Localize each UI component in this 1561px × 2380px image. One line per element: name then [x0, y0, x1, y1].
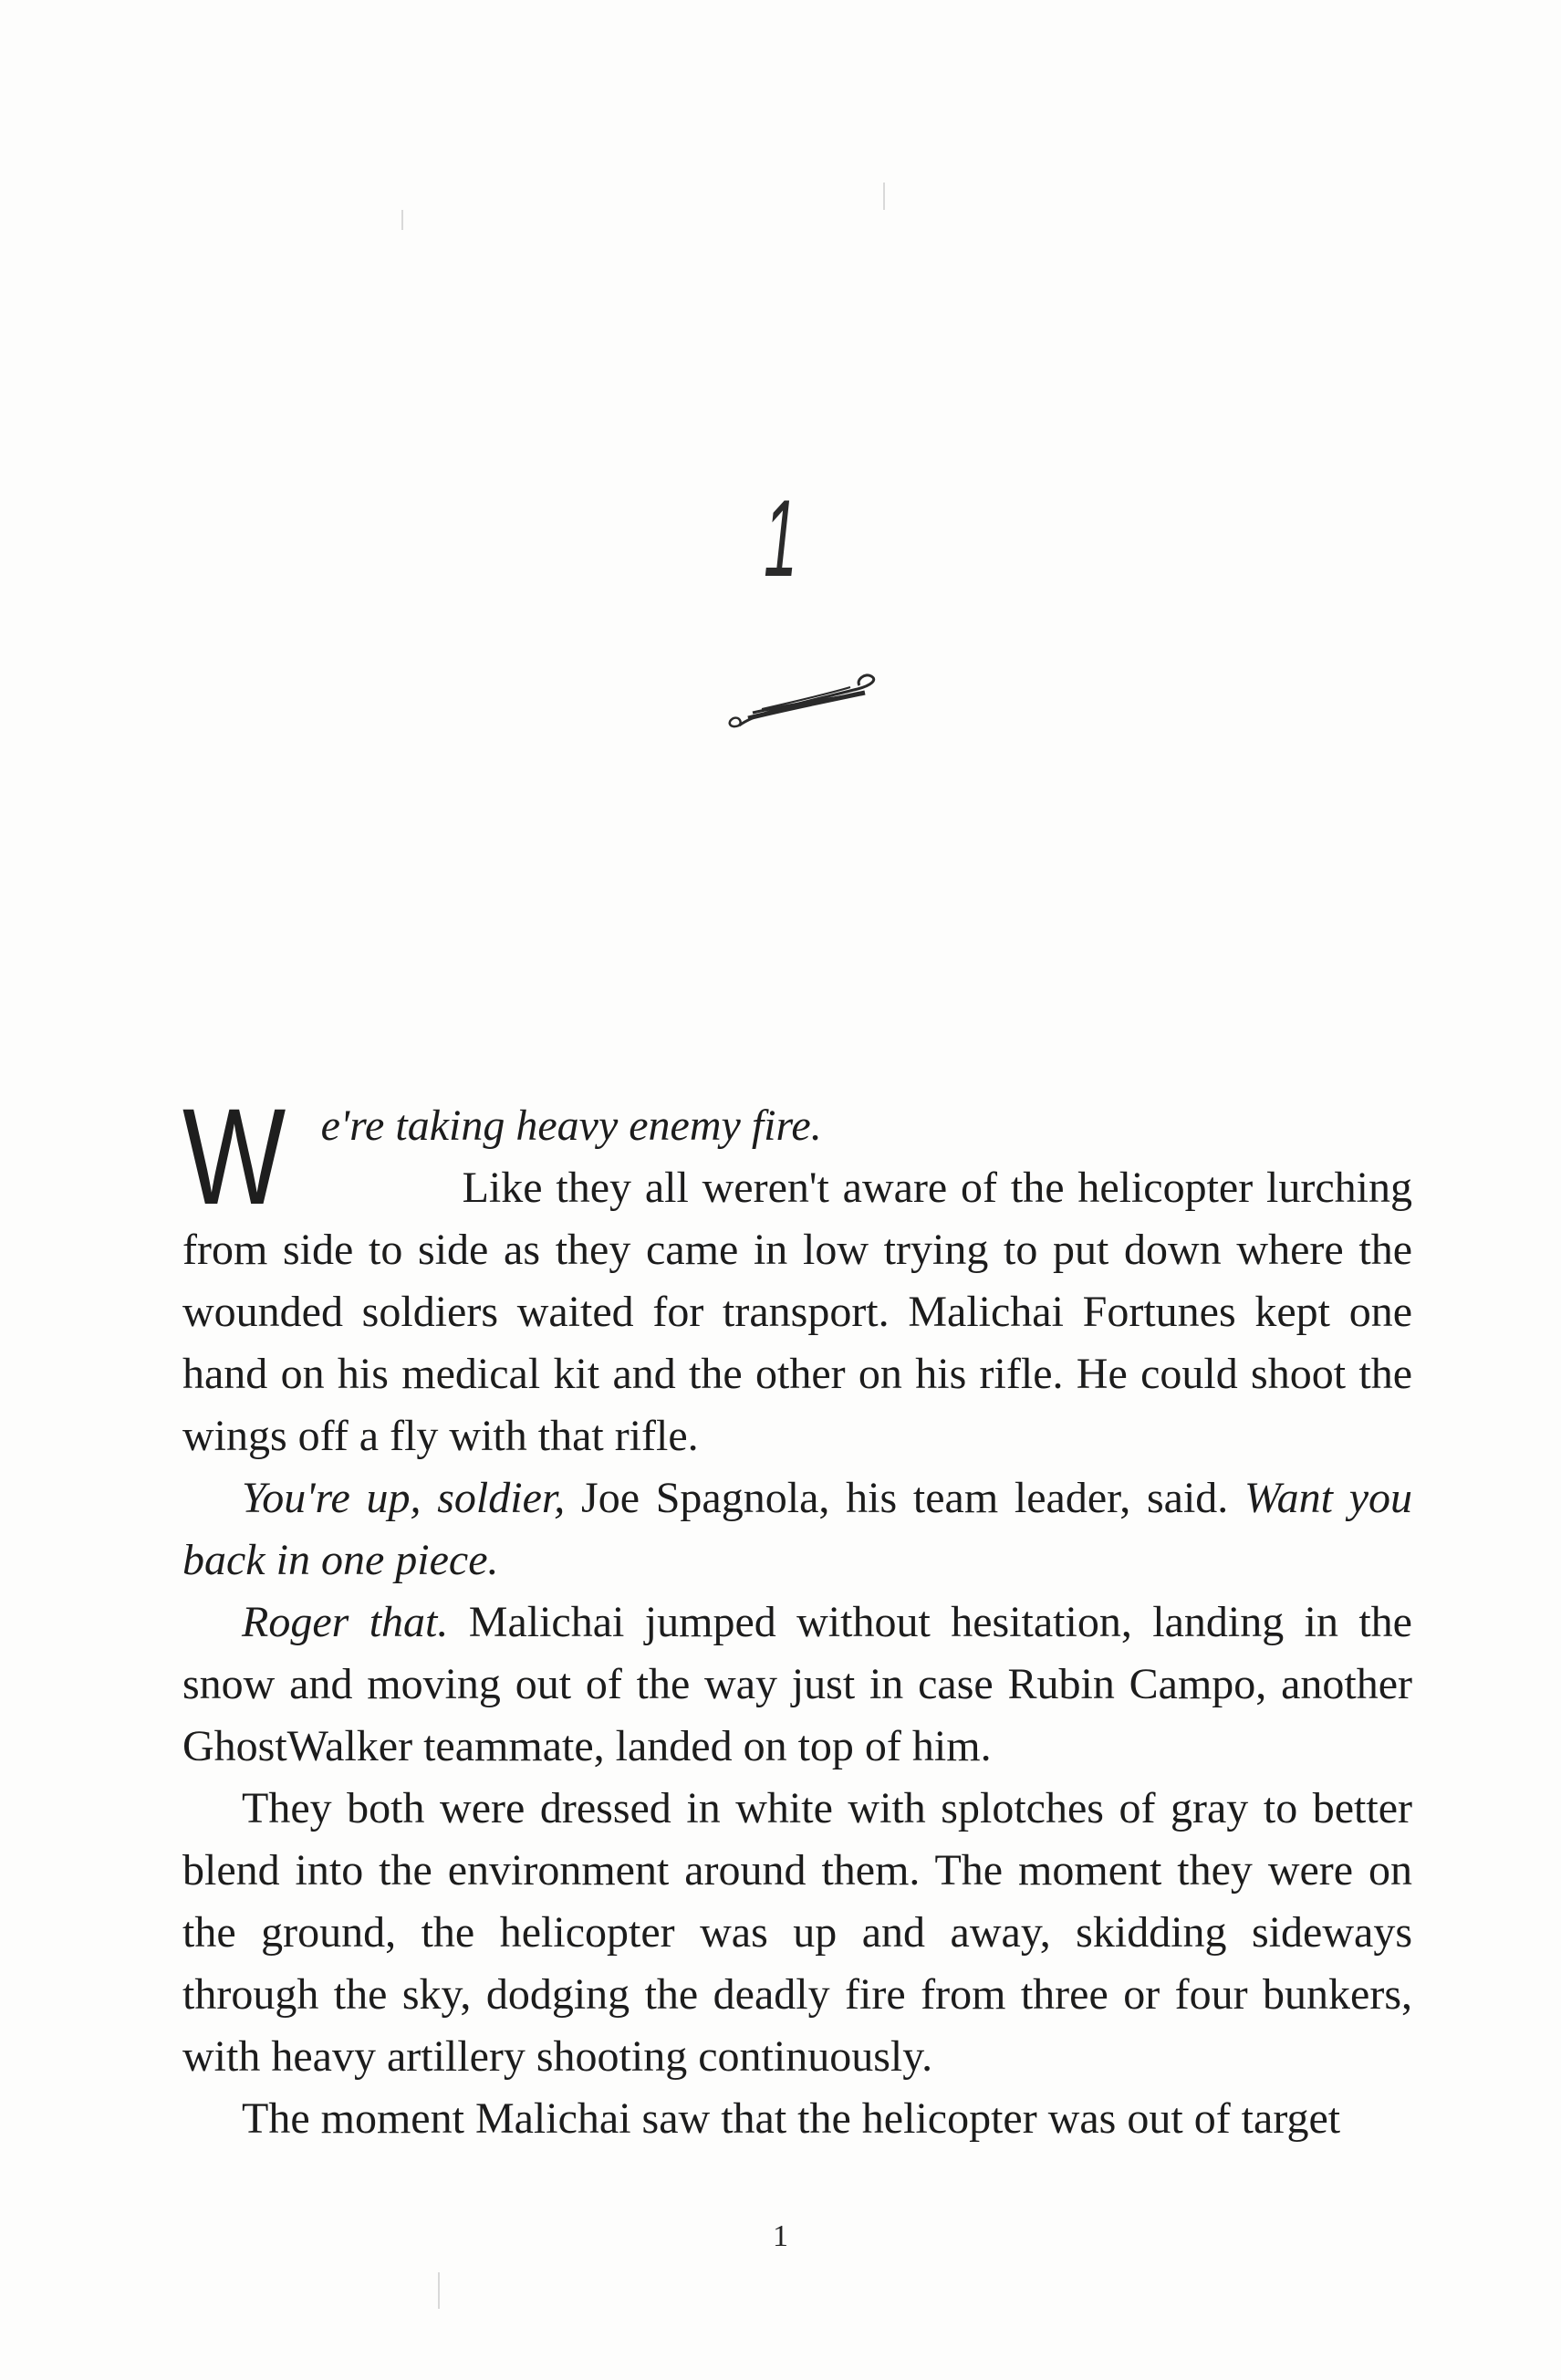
paragraph-3 — [182, 1592, 1412, 1778]
drop-cap: W — [182, 1080, 286, 1233]
paragraph-2-text: Joe Spagnola, his team leader, said. — [565, 1474, 1245, 1522]
dialogue-italic: Want you back in one piece. — [182, 1474, 1412, 1584]
scan-artifact — [401, 210, 403, 230]
paragraph-1: Like they all weren't aware of the helicopter lurching from side to side as they came in low trying to put down where the wounded soldiers waited for transport. Malichai Fortunes kept one hand on his medical kit and the other on his rifle. He could shoot the wings off a fly with that rifle. — [182, 1164, 1412, 1460]
chapter-number: 1 — [764, 477, 797, 600]
scan-artifact — [438, 2272, 440, 2309]
page-number: 1 — [773, 2219, 788, 2253]
paragraph-5: The moment Malichai saw that the helicopter was out of target — [242, 2094, 1341, 2143]
paragraph-3-text: Malichai jumped without hesitation, landing in the snow and moving out of the way just in case Rubin Campo, another GhostWalker teammate, landed on top of him. — [182, 1598, 1412, 1770]
chapter-body-text — [182, 1080, 1412, 2150]
flourish-ornament — [721, 662, 885, 744]
scan-artifact — [883, 183, 885, 210]
opening-italic-line: e're taking heavy enemy fire. — [320, 1101, 822, 1150]
opening-paragraph — [182, 1080, 1412, 1467]
dialogue-italic: Roger that. — [242, 1598, 449, 1646]
paragraph-4: They both were dressed in white with splotches of gray to better blend into the environment around them. The moment they were on the ground, the helicopter was up and away, skidding sideways through the sky, dodging the deadly fire from three or four bunkers, with heavy artillery shooting continuously. — [182, 1784, 1412, 2081]
paragraph-2 — [182, 1467, 1412, 1592]
dialogue-italic: You're up, soldier, — [242, 1474, 566, 1522]
